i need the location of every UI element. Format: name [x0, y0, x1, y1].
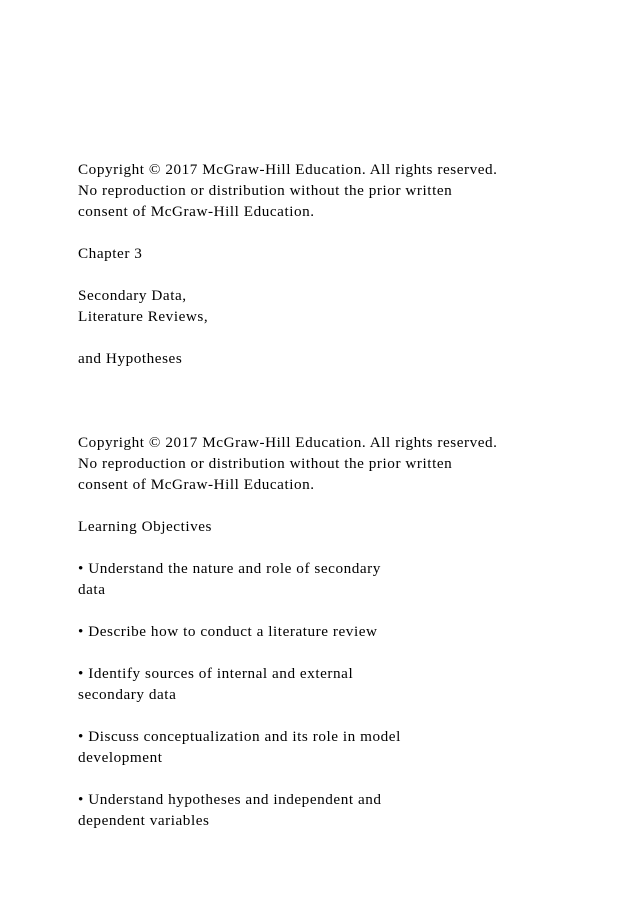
copyright-line: Copyright © 2017 McGraw-Hill Education. All rights reserved. [78, 161, 498, 178]
objective-item: • Understand the nature and role of secondary data [78, 560, 381, 598]
copyright-line: consent of McGraw-Hill Education. [78, 476, 315, 493]
chapter-title-continued: and Hypotheses [78, 350, 183, 367]
chapter-title-line: Literature Reviews, [78, 308, 209, 325]
objective-item: • Describe how to conduct a literature review [78, 623, 378, 640]
learning-objectives-heading: Learning Objectives [78, 518, 213, 535]
copyright-line: No reproduction or distribution without the prior written [78, 182, 453, 199]
copyright-notice-2 [78, 432, 618, 495]
copyright-line: consent of McGraw-Hill Education. [78, 203, 315, 220]
objective-item: • Discuss conceptualization and its role in model development [78, 728, 401, 766]
objective-item: • Identify sources of internal and external secondary data [78, 665, 354, 703]
copyright-notice-1 [78, 159, 618, 222]
chapter-title [78, 285, 618, 327]
objective-item: • Understand hypotheses and independent and dependent variables [78, 791, 382, 829]
chapter-title-line: Secondary Data, [78, 287, 187, 304]
chapter-label: Chapter 3 [78, 245, 143, 262]
copyright-line: Copyright © 2017 McGraw-Hill Education. All rights reserved. [78, 434, 498, 451]
copyright-line: No reproduction or distribution without the prior written [78, 455, 453, 472]
